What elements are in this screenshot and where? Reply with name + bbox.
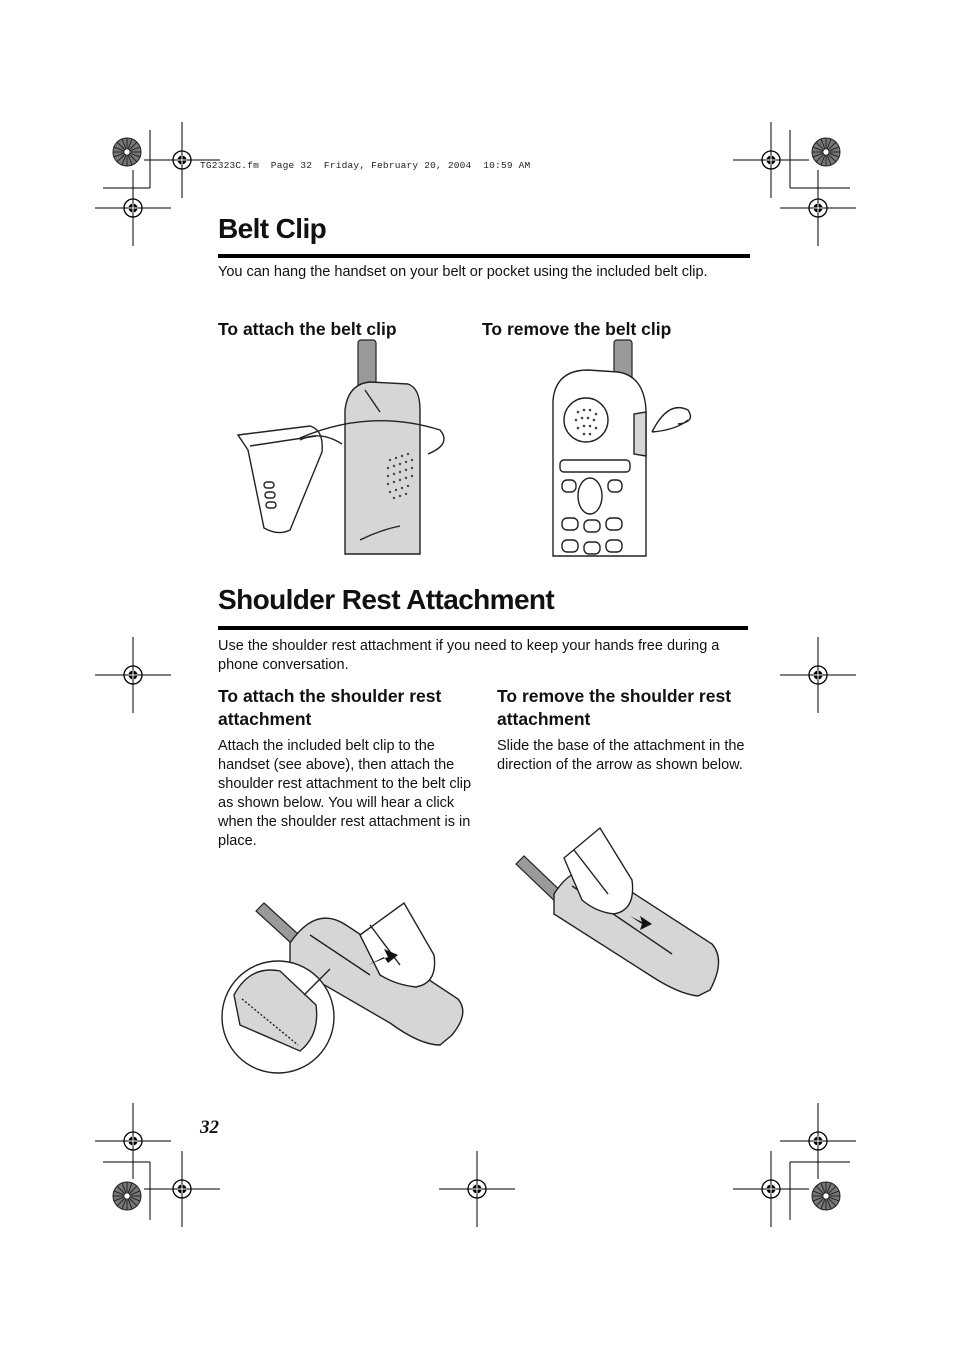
title-rule bbox=[218, 626, 748, 630]
belt-clip-intro: You can hang the handset on your belt or pocket using the included belt clip. bbox=[218, 264, 708, 280]
shoulder-rest-intro: Use the shoulder rest attachment if you need to keep your hands free during a phone conversation. bbox=[218, 638, 720, 673]
attach-shoulder-rest-illustration bbox=[220, 895, 470, 1075]
attach-belt-clip-illustration bbox=[230, 340, 460, 556]
belt-clip-title: Belt Clip bbox=[218, 213, 327, 244]
remove-shoulder-rest-heading: To remove the shoulder rest attachment bbox=[497, 686, 732, 729]
page-number: 32 bbox=[200, 1117, 219, 1138]
attach-belt-clip-heading: To attach the belt clip bbox=[218, 319, 397, 339]
remove-shoulder-rest-text: Slide the base of the attachment in the direction of the arrow as shown below. bbox=[497, 738, 745, 773]
remove-belt-clip-heading: To remove the belt clip bbox=[482, 319, 672, 339]
shoulder-rest-title: Shoulder Rest Attachment bbox=[218, 584, 555, 615]
attach-shoulder-rest-heading: To attach the shoulder rest attachment bbox=[218, 686, 442, 729]
file-slug: TG2323C.fm Page 32 Friday, February 20, 2004 10:59 AM bbox=[200, 160, 531, 171]
attach-shoulder-rest-text: Attach the included belt clip to the handset (see above), then attach the shoulder rest attachment to the belt clip as shown below. You will hear a click when the shoulder rest attachment is in place. bbox=[218, 738, 472, 849]
title-rule bbox=[218, 254, 750, 258]
remove-belt-clip-illustration bbox=[548, 340, 698, 556]
remove-shoulder-rest-illustration bbox=[512, 826, 727, 1004]
